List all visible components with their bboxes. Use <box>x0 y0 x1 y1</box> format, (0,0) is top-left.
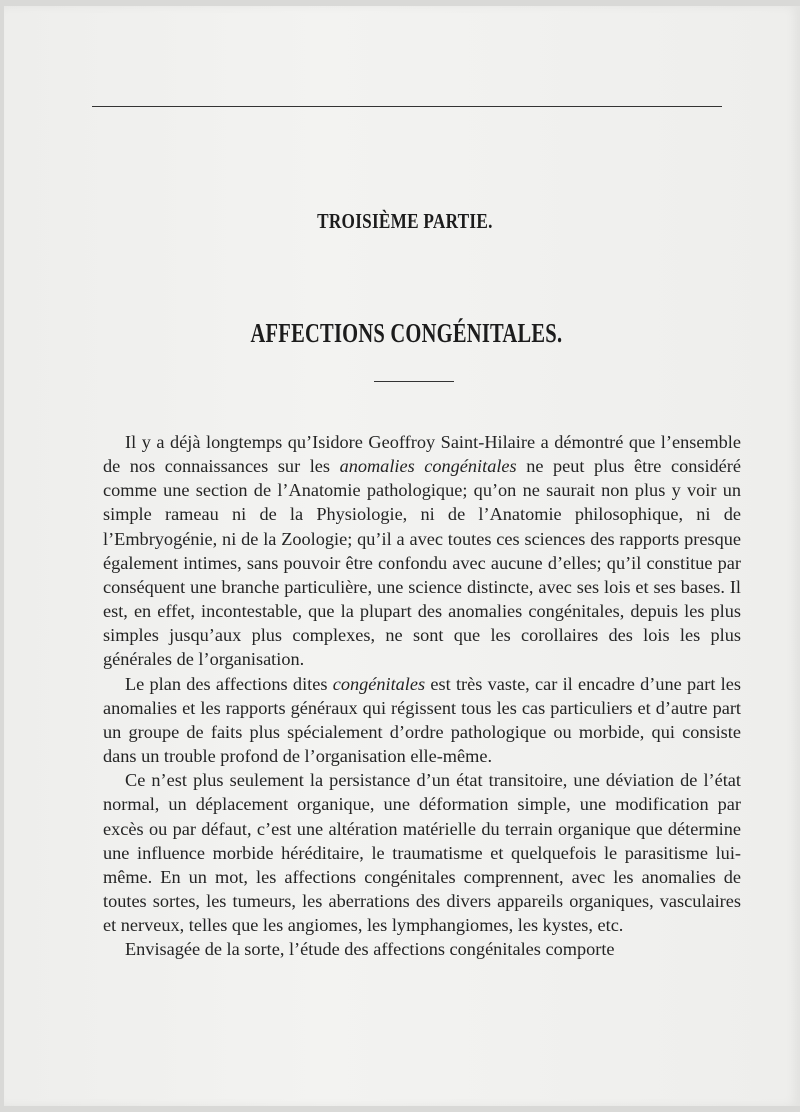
paragraph-emphasis: congénitales <box>332 673 426 694</box>
paragraph-text: Le plan des affections dites <box>125 673 333 694</box>
book-page <box>4 6 800 1106</box>
body-text <box>103 430 741 961</box>
paragraph-text: Il y a déjà longtemps qu’Isidore Geoffroy Saint-Hilaire a démontré que l’ensemble de nos connaissances sur les <box>103 432 741 477</box>
paragraph-4 <box>103 937 741 961</box>
paragraph-text: ne peut plus être considéré comme une section de l’Anatomie pathologique; qu’on ne saurait non plus y voir un simple rameau ni de la Physiologie, ni de l’Anatomie philosophique, ni de l’Embryogénie, ni de la Zoologie; qu’il a avec toutes ces sciences des rapports presque également intimes, sans pouvoir être confondu avec aucune d’elles; qu’il constitue par conséquent une branche particulière, une science distincte, avec ses lois et ses bases. Il est, en effet, incontestable, que la plupart des anomalies congénitales, depuis les plus simples jusqu’aux plus complexes, ne sont que les corollaires des lois les plus générales de l’organisation. <box>103 456 741 670</box>
paragraph-text: Envisagée de la sorte, l’étude des affections congénitales comporte <box>125 939 615 960</box>
paragraph-text: est très vaste, car il encadre d’une part les anomalies et les rapports généraux qui régissent tous les cas particuliers et d’autre part un groupe de faits plus spécialement d’ordre pathologique ou morbide, qui consiste dans un trouble profond de l’organisation elle-même. <box>103 673 741 767</box>
paragraph-text: Ce n’est plus seulement la persistance d’un état transitoire, une déviation de l’état normal, un déplacement organique, une déformation simple, une modification par excès ou par défaut, c’est une altération matérielle du terrain organique que détermine une influence morbide héréditaire, le traumatisme et quelquefois le parasitisme lui-même. En un mot, les affections congénitales comprennent, avec les anomalies de toutes sortes, les tumeurs, les aberrations des divers appareils organiques, vasculaires et nerveux, telles que les angiomes, les lymphangiomes, les kystes, etc. <box>103 770 741 936</box>
paragraph-2 <box>103 672 741 769</box>
paragraph-3 <box>103 768 741 937</box>
paragraph-emphasis: anomalies congénitales <box>339 456 517 477</box>
paragraph-1 <box>103 430 741 672</box>
part-title: TROISIÈME PARTIE. <box>317 209 493 233</box>
chapter-title: AFFECTIONS CONGÉNITALES. <box>250 318 563 348</box>
title-rule <box>374 381 454 382</box>
header-rule <box>92 106 722 107</box>
